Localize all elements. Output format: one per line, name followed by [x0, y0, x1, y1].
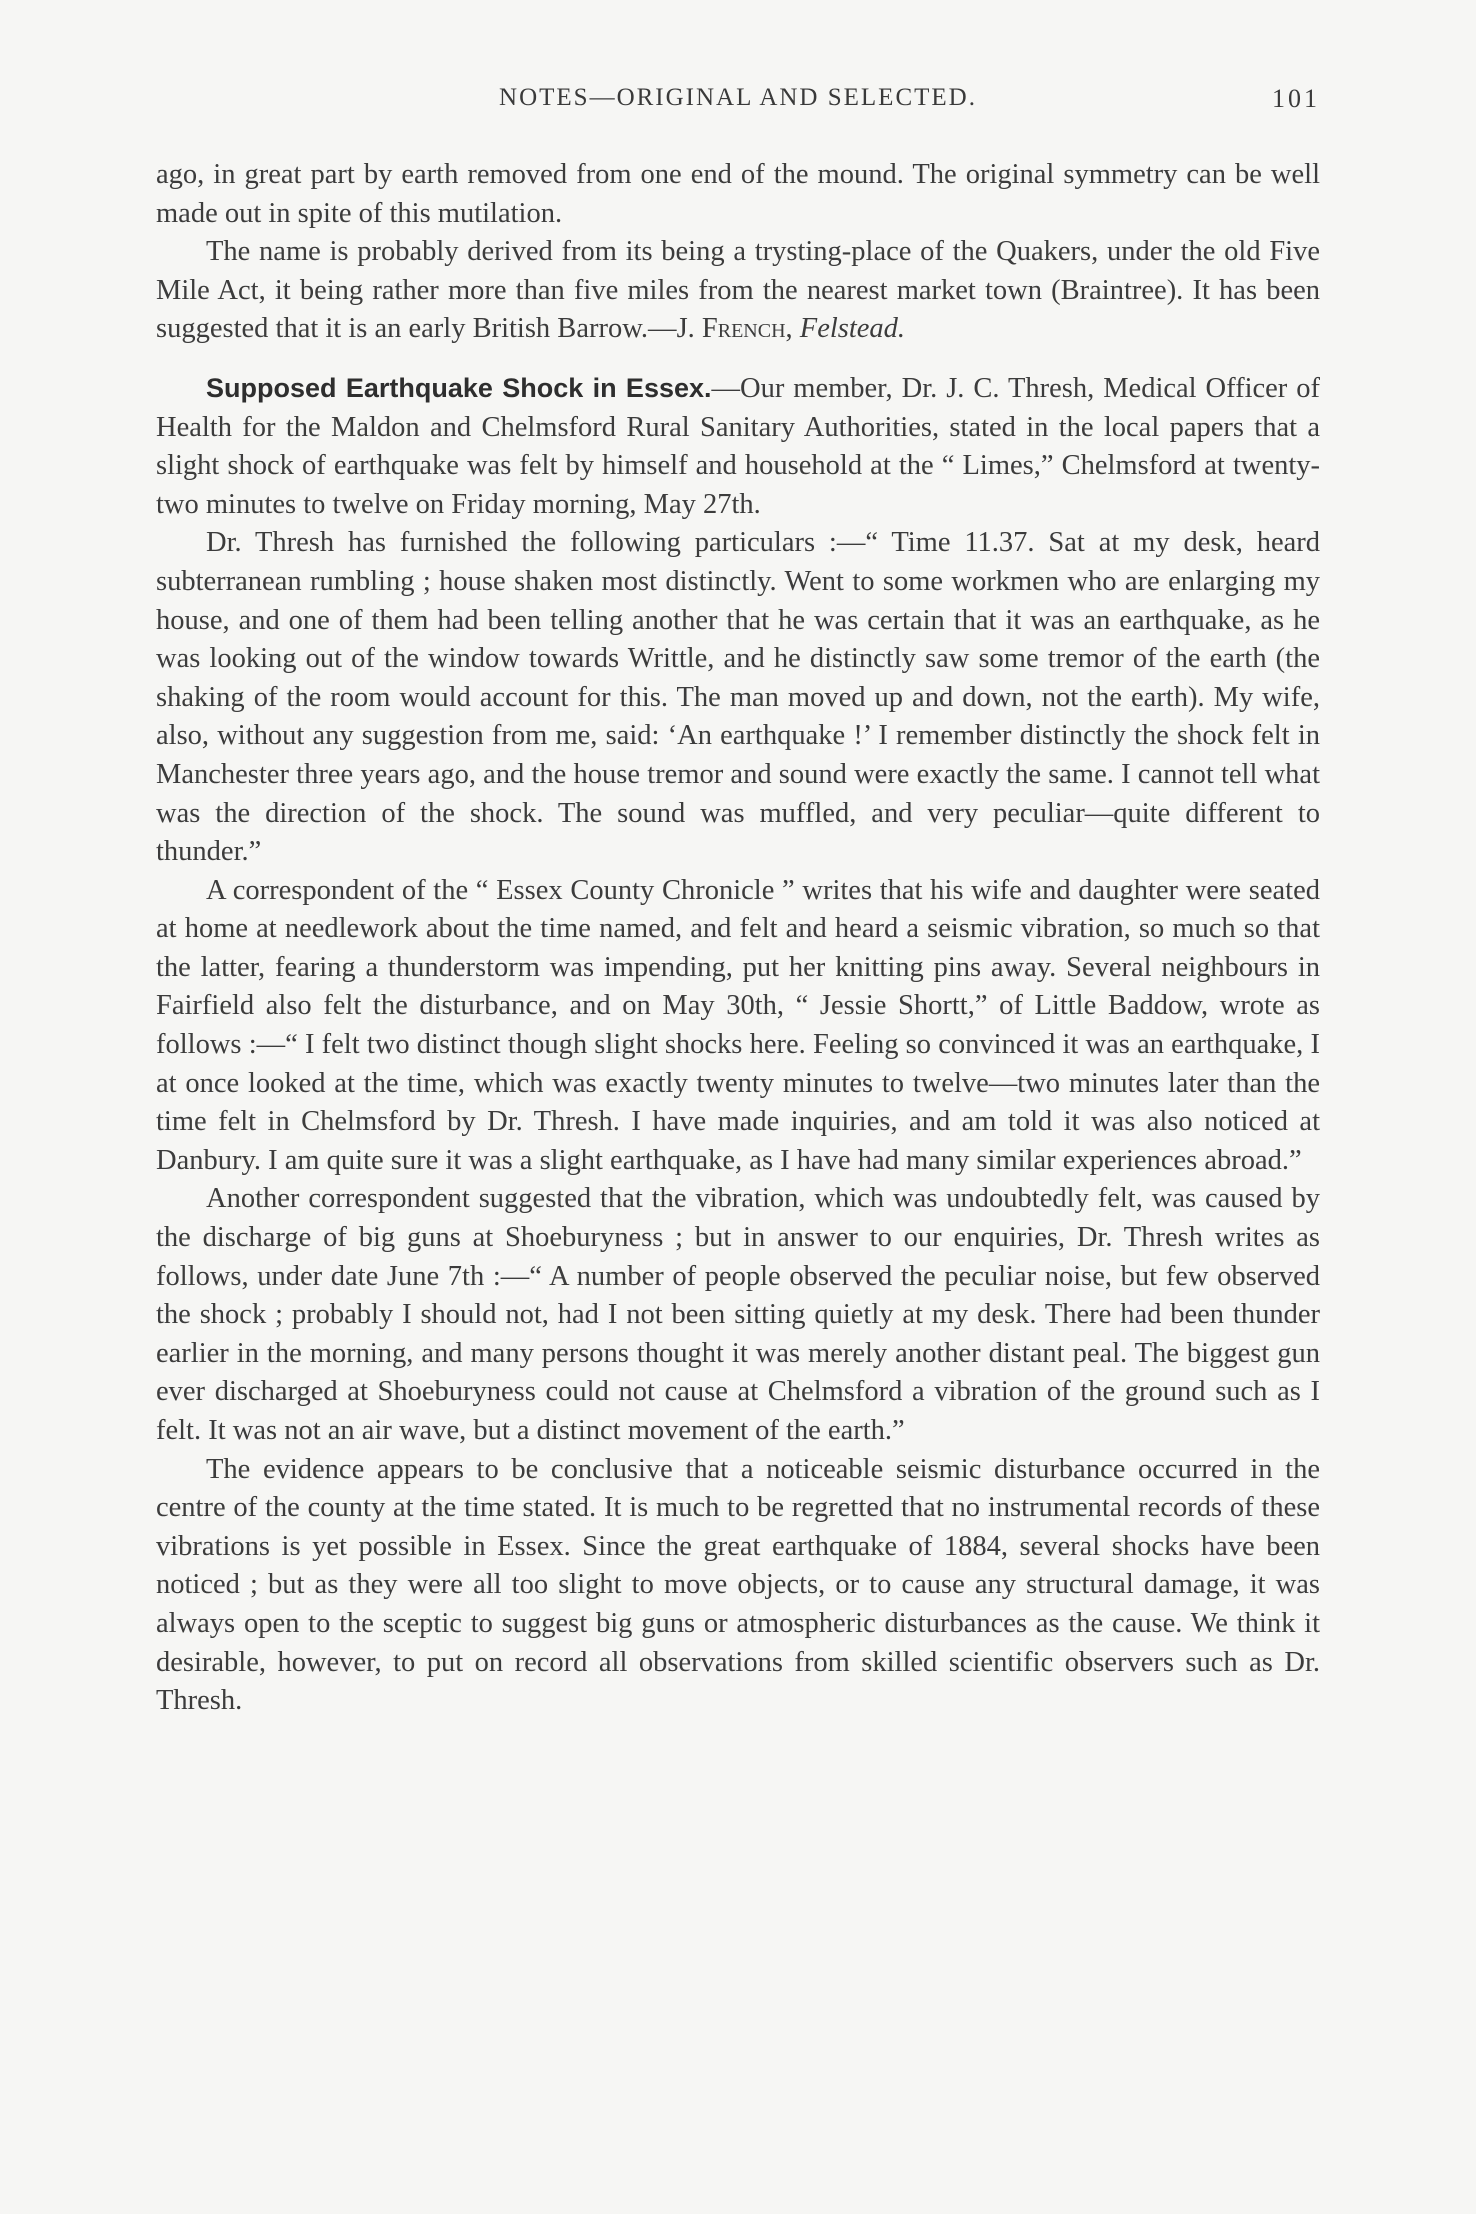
page-number: 101	[1272, 84, 1320, 113]
paragraph-continuation: ago, in great part by earth removed from one end of the mound. The original symmetry can be well made out in spite of this mutilation.	[156, 159, 1320, 229]
page-header	[156, 84, 1320, 124]
author-signature: J. French,	[676, 313, 793, 345]
paragraph-thresh-account: Dr. Thresh has furnished the following particulars :—“ Time 11.37. Sat at my desk, heard subterranean rumbling ; house shaken most distinctly. Went to some workmen who are enlarging my house, and one of them had been telling another that he was certain that it was an earthquake, as he was looking out of the window towards Writtle, and he distinctly saw some tremor of the earth (the shaking of the room would account for this. The man moved up and down, not the earth). My wife, also, without any suggestion from me, said: ‘An earthquake !’ I remember distinctly the shock felt in Manchester three years ago, and the house tremor and sound were exactly the same. I cannot tell what was the direction of the shock. The sound was muffled, and very peculiar—quite different to thunder.”	[156, 527, 1320, 868]
section-heading: Supposed Earthquake Shock in Essex.	[206, 372, 712, 403]
paragraph-conclusion: The evidence appears to be conclusive that a noticeable seismic disturbance occurred in the centre of the county at the time stated. It is much to be regretted that no instrumental records of these vibrations is yet possible in Essex. Since the great earthquake of 1884, several shocks have been noticed ; but as they were all too slight to move objects, or to cause any structural damage, it was always open to the sceptic to suggest big guns or atmospheric disturbances as the cause. We think it desirable, however, to put on record all observations from skilled scientific observers such as Dr. Thresh.	[156, 1453, 1320, 1717]
article-body	[156, 156, 1320, 1721]
paragraph-shoeburyness: Another correspondent suggested that the vibration, which was undoubtedly felt, was caused by the discharge of big guns at Shoeburyness ; but in answer to our enquiries, Dr. Thresh writes as follows, under date June 7th :—“ A number of people observed the peculiar noise, but few observed the shock ; probably I should not, had I not been sitting quietly at my desk. There had been thunder earlier in the morning, and many persons thought it was merely another distant peal. The biggest gun ever discharged at Shoeburyness could not cause at Chelmsford a vibration of the ground such as I felt. It was not an air wave, but a distinct movement of the earth.”	[156, 1183, 1320, 1446]
paragraph-earthquake-intro	[156, 369, 1320, 524]
paragraph-quakers-mound	[156, 233, 1320, 349]
paragraph-text: —Our member, Dr. J. C. Thresh, Medical Officer of Health for the Maldon and Chelmsford Rural Sanitary Authorities, stated in the local papers that a slight shock of earthquake was felt by himself and household at the “ Limes,” Chelmsford at twenty-two minutes to twelve on Friday morning, May 27th.	[156, 372, 1320, 520]
running-head: NOTES—ORIGINAL AND SELECTED.	[499, 84, 977, 111]
author-place: Felstead.	[799, 313, 906, 345]
paragraph-text: The name is probably derived from its being a trysting-place of the Quakers, under the old Five Mile Act, it being rather more than five miles from the nearest market town (Braintree). It has been suggested that it is an early British Barrow.—	[156, 236, 1320, 345]
paragraph-correspondent: A correspondent of the “ Essex County Chronicle ” writes that his wife and daughter were seated at home at needlework about the time named, and felt and heard a seismic vibration, so much so that the latter, fearing a thunderstorm was impending, put her knitting pins away. Several neighbours in Fairfield also felt the disturbance, and on May 30th, “ Jessie Shortt,” of Little Baddow, wrote as follows :—“ I felt two distinct though slight shocks here. Feeling so convinced it was an earthquake, I at once looked at the time, which was exactly twenty minutes to twelve—two minutes later than the time felt in Chelmsford by Dr. Thresh. I have made inquiries, and am told it was also noticed at Danbury. I am quite sure it was a slight earthquake, as I have had many similar experiences abroad.”	[156, 874, 1320, 1176]
